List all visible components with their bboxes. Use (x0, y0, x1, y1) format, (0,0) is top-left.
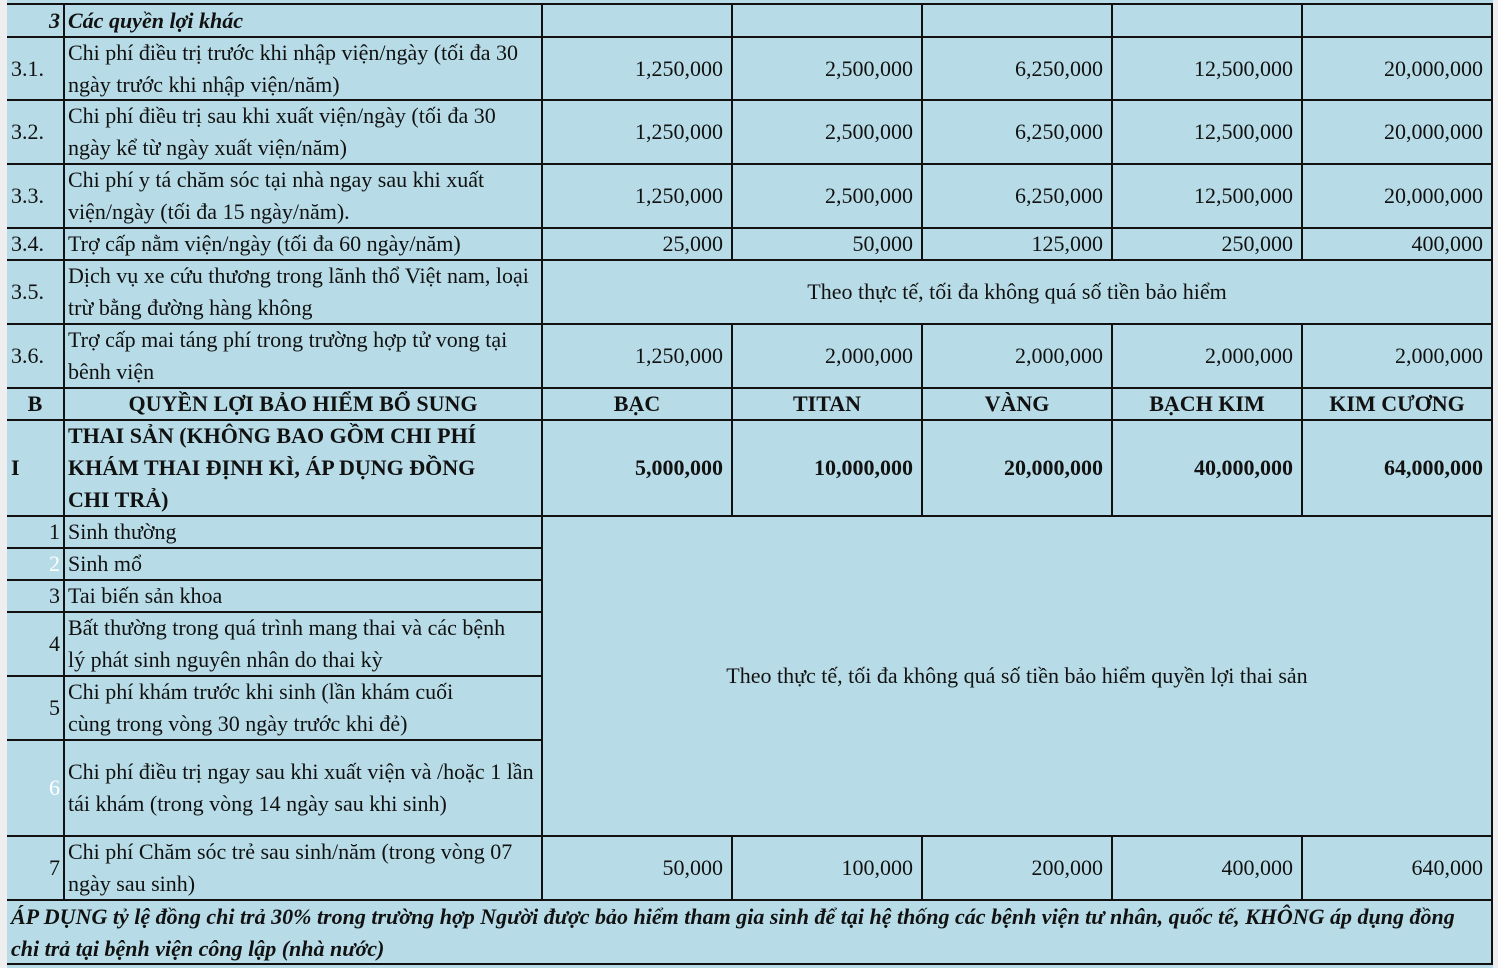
row-7-kim-cuong[interactable]: 640,000 (1303, 837, 1493, 901)
row-3-3-bac[interactable]: 1,250,000 (543, 165, 733, 229)
row-3-4-label[interactable]: Trợ cấp nằm viện/ngày (tối đa 60 ngày/năm) (65, 229, 543, 261)
row-3-6-bac[interactable]: 1,250,000 (543, 325, 733, 389)
row-3-3-label[interactable]: Chi phí y tá chăm sóc tại nhà ngay sau khi xuất viện/ngày (tối đa 15 ngày/năm). (65, 165, 543, 229)
section-i-titan[interactable]: 10,000,000 (733, 421, 923, 517)
row-3-6-bach-kim[interactable]: 2,000,000 (1113, 325, 1303, 389)
row-3-2-index[interactable]: 3.2. (7, 101, 65, 165)
maternity-5-label[interactable]: Chi phí khám trước khi sinh (lần khám cuối cùng trong vòng 30 ngày trước khi đẻ) (65, 677, 543, 741)
section-i-index[interactable]: I (7, 421, 65, 517)
row-3-1-label[interactable]: Chi phí điều trị trước khi nhập viện/ngày (tối đa 30 ngày trước khi nhập viện/năm) (65, 38, 543, 101)
row-7-vang[interactable]: 200,000 (923, 837, 1113, 901)
maternity-6-label[interactable]: Chi phí điều trị ngay sau khi xuất viện và /hoặc 1 lần tái khám (trong vòng 14 ngày sau khi sinh) (65, 741, 543, 837)
tier-header-bac[interactable]: BẠC (543, 389, 733, 421)
row-3-5-index[interactable]: 3.5. (7, 261, 65, 325)
row-7-bach-kim[interactable]: 400,000 (1113, 837, 1303, 901)
tier-header-kim-cuong[interactable]: KIM CƯƠNG (1303, 389, 1493, 421)
maternity-4-index[interactable]: 4 (7, 613, 65, 677)
section-b-title[interactable]: QUYỀN LỢI BẢO HIỂM BỔ SUNG (65, 389, 543, 421)
row-3-2-bac[interactable]: 1,250,000 (543, 101, 733, 165)
maternity-1-label[interactable]: Sinh thường (65, 517, 543, 549)
row-3-3-kim-cuong[interactable]: 20,000,000 (1303, 165, 1493, 229)
section-b-index[interactable]: B (7, 389, 65, 421)
empty-cell[interactable] (1303, 5, 1493, 38)
row-3-1-kim-cuong[interactable]: 20,000,000 (1303, 38, 1493, 101)
section-i-bach-kim[interactable]: 40,000,000 (1113, 421, 1303, 517)
empty-cell[interactable] (923, 5, 1113, 38)
row-3-1-titan[interactable]: 2,500,000 (733, 38, 923, 101)
section-3-title[interactable]: Các quyền lợi khác (65, 5, 543, 38)
row-3-6-index[interactable]: 3.6. (7, 325, 65, 389)
section-3-index[interactable]: 3 (7, 5, 65, 38)
co-payment-note[interactable]: ÁP DỤNG tỷ lệ đồng chi trả 30% trong trường hợp Người được bảo hiểm tham gia sinh để tại hệ thống các bệnh viện tư nhân, quốc tế, KHÔNG áp dụng đồng chi trả tại bệnh viện công lập (nhà nước) (7, 901, 1493, 965)
maternity-4-label[interactable]: Bất thường trong quá trình mang thai và các bệnh lý phát sinh nguyên nhân do thai kỳ (65, 613, 543, 677)
row-7-label[interactable]: Chi phí Chăm sóc trẻ sau sinh/năm (trong vòng 07 ngày sau sinh) (65, 837, 543, 901)
row-3-2-label[interactable]: Chi phí điều trị sau khi xuất viện/ngày (tối đa 30 ngày kể từ ngày xuất viện/năm) (65, 101, 543, 165)
maternity-2-label[interactable]: Sinh mổ (65, 549, 543, 581)
maternity-5-index[interactable]: 5 (7, 677, 65, 741)
section-i-kim-cuong[interactable]: 64,000,000 (1303, 421, 1493, 517)
empty-cell[interactable] (1113, 5, 1303, 38)
row-3-4-titan[interactable]: 50,000 (733, 229, 923, 261)
row-3-2-titan[interactable]: 2,500,000 (733, 101, 923, 165)
row-3-3-index[interactable]: 3.3. (7, 165, 65, 229)
row-3-5-merged-value[interactable]: Theo thực tế, tối đa không quá số tiền bảo hiểm (543, 261, 1493, 325)
maternity-2-index[interactable]: 2 (7, 549, 65, 581)
row-3-3-vang[interactable]: 6,250,000 (923, 165, 1113, 229)
tier-header-vang[interactable]: VÀNG (923, 389, 1113, 421)
row-7-index[interactable]: 7 (7, 837, 65, 901)
right-gutter (1493, 0, 1498, 968)
row-3-6-label[interactable]: Trợ cấp mai táng phí trong trường hợp tử vong tại bênh viện (65, 325, 543, 389)
row-3-1-vang[interactable]: 6,250,000 (923, 38, 1113, 101)
row-3-1-bac[interactable]: 1,250,000 (543, 38, 733, 101)
row-3-2-vang[interactable]: 6,250,000 (923, 101, 1113, 165)
maternity-6-index[interactable]: 6 (7, 741, 65, 837)
row-3-4-bach-kim[interactable]: 250,000 (1113, 229, 1303, 261)
row-3-1-index[interactable]: 3.1. (7, 38, 65, 101)
row-3-2-kim-cuong[interactable]: 20,000,000 (1303, 101, 1493, 165)
row-3-1-bach-kim[interactable]: 12,500,000 (1113, 38, 1303, 101)
section-i-bac[interactable]: 5,000,000 (543, 421, 733, 517)
maternity-merged-value[interactable]: Theo thực tế, tối đa không quá số tiền bảo hiểm quyền lợi thai sản (543, 517, 1493, 837)
section-i-vang[interactable]: 20,000,000 (923, 421, 1113, 517)
row-3-6-vang[interactable]: 2,000,000 (923, 325, 1113, 389)
row-7-titan[interactable]: 100,000 (733, 837, 923, 901)
empty-cell[interactable] (543, 5, 733, 38)
row-3-5-label[interactable]: Dịch vụ xe cứu thương trong lãnh thổ Việt nam, loại trừ bằng đường hàng không (65, 261, 543, 325)
row-header-gutter (0, 0, 7, 968)
row-3-6-titan[interactable]: 2,000,000 (733, 325, 923, 389)
tier-header-bach-kim[interactable]: BẠCH KIM (1113, 389, 1303, 421)
maternity-3-label[interactable]: Tai biến sản khoa (65, 581, 543, 613)
maternity-3-index[interactable]: 3 (7, 581, 65, 613)
row-3-4-vang[interactable]: 125,000 (923, 229, 1113, 261)
empty-cell[interactable] (733, 5, 923, 38)
row-3-3-titan[interactable]: 2,500,000 (733, 165, 923, 229)
row-7-bac[interactable]: 50,000 (543, 837, 733, 901)
row-3-3-bach-kim[interactable]: 12,500,000 (1113, 165, 1303, 229)
row-3-4-kim-cuong[interactable]: 400,000 (1303, 229, 1493, 261)
section-i-title[interactable]: THAI SẢN (KHÔNG BAO GỒM CHI PHÍ KHÁM THAI ĐỊNH KÌ, ÁP DỤNG ĐỒNG CHI TRẢ) (65, 421, 543, 517)
tier-header-titan[interactable]: TITAN (733, 389, 923, 421)
maternity-1-index[interactable]: 1 (7, 517, 65, 549)
row-3-6-kim-cuong[interactable]: 2,000,000 (1303, 325, 1493, 389)
row-3-4-bac[interactable]: 25,000 (543, 229, 733, 261)
row-3-2-bach-kim[interactable]: 12,500,000 (1113, 101, 1303, 165)
row-3-4-index[interactable]: 3.4. (7, 229, 65, 261)
